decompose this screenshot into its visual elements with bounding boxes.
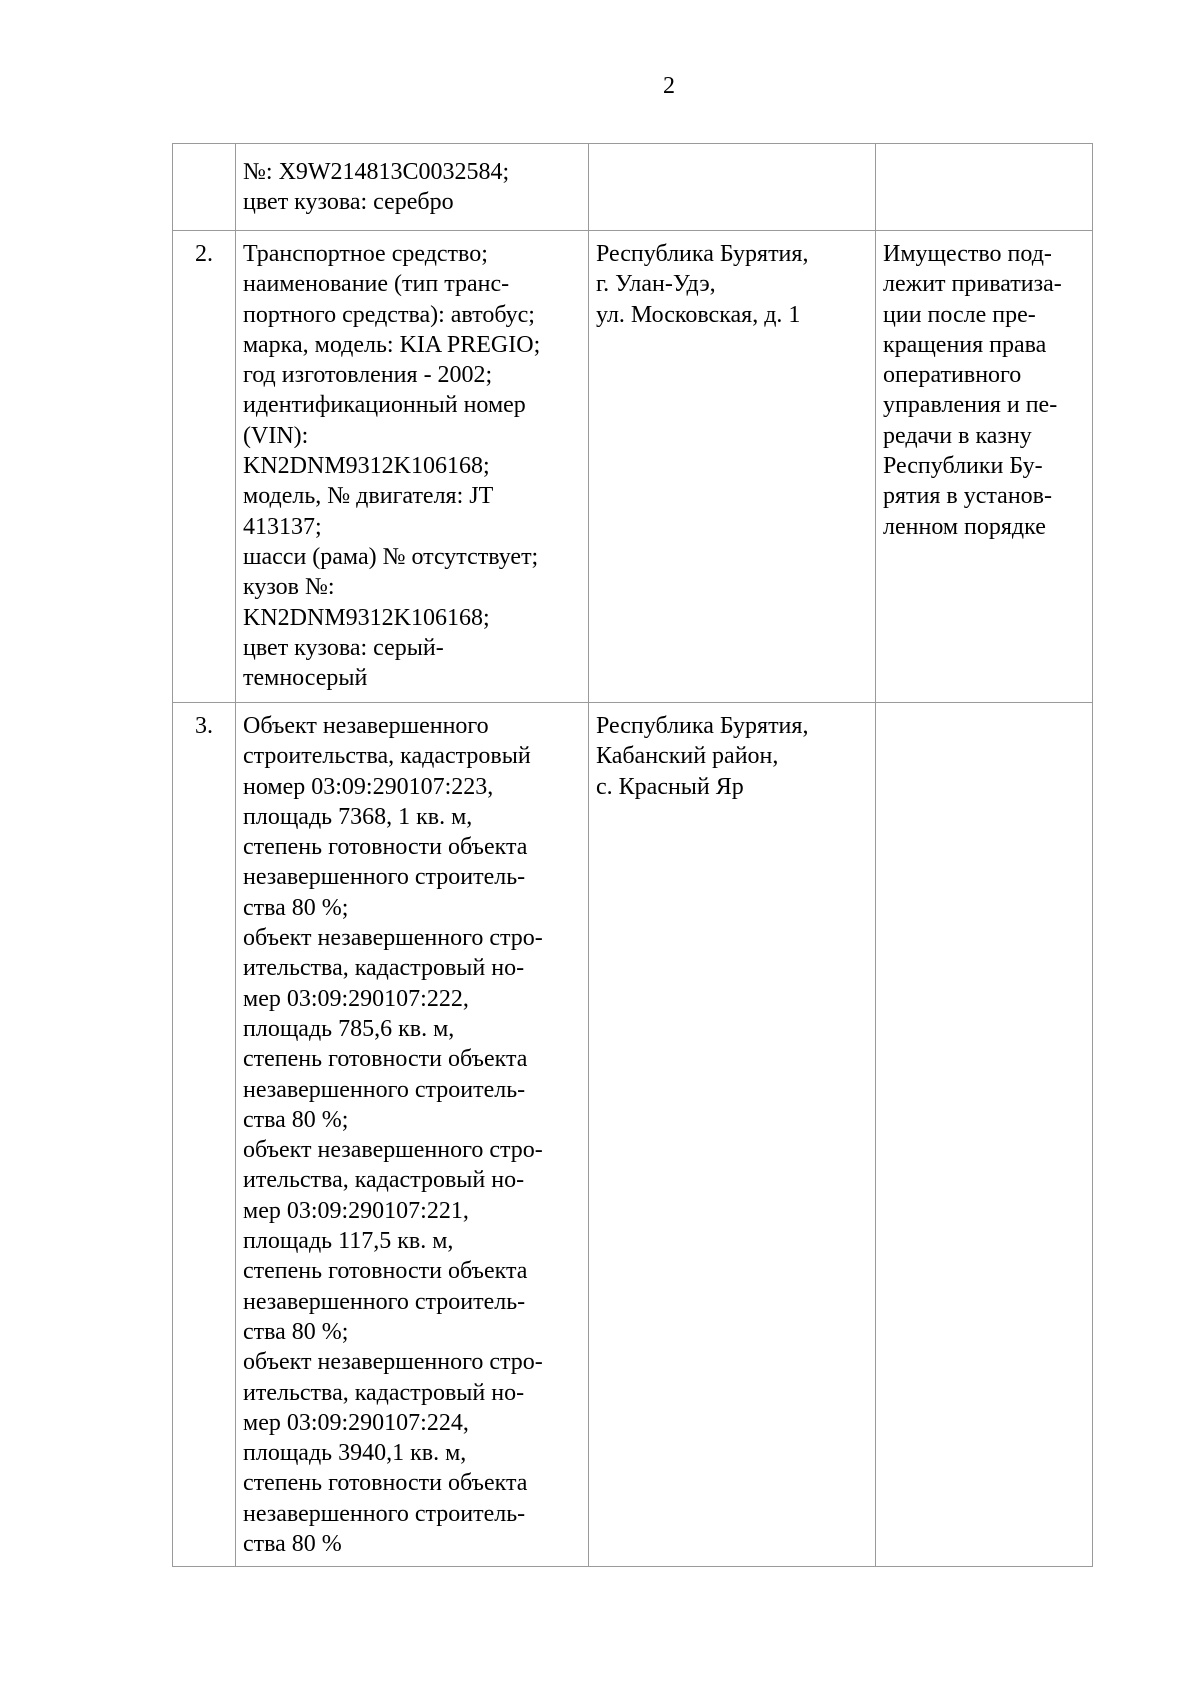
table-row	[173, 231, 1093, 703]
row-number: 3.	[173, 703, 236, 1567]
property-description: Транспортное средство; наименование (тип транс- портного средства): автобус; марка, модель: KIA PREGIO; год изготовления - 2002; идентификационный номер (VIN): KN2DNM9312K106168; модель, № двигателя: JT 413137; шасси (рама) № отсутствует; кузов №: KN2DNM9312K106168; цвет кузова: серый- темносерый	[236, 231, 589, 703]
row-number: 2.	[173, 231, 236, 703]
property-description: №: X9W214813C0032584; цвет кузова: серебро	[236, 144, 589, 231]
page-number: 2	[663, 73, 675, 99]
table-row	[173, 144, 1093, 231]
property-description: Объект незавершенного строительства, кадастровый номер 03:09:290107:223, площадь 7368, 1 кв. м, степень готовности объекта незавершенного строитель- ства 80 %; объект незавершенного стро- ительства, кадастровый но- мер 03:09:290107:222, площадь 785,6 кв. м, степень готовности объекта незавершенного строитель- ства 80 %; объект незавершенного стро- ительства, кадастровый но- мер 03:09:290107:221, площадь 117,5 кв. м, степень готовности объекта незавершенного строитель- ства 80 %; объект незавершенного стро- ительства, кадастровый но- мер 03:09:290107:224, площадь 3940,1 кв. м, степень готовности объекта незавершенного строитель- ства 80 %	[236, 703, 589, 1567]
property-note: Имущество под- лежит приватиза- ции после пре- кращения права оперативного управления и пе- редачи в казну Республики Бу- рятия в установ- ленном порядке	[876, 231, 1093, 703]
property-location: Республика Бурятия, г. Улан-Удэ, ул. Московская, д. 1	[589, 231, 876, 703]
table-row	[173, 703, 1093, 1567]
property-location: Республика Бурятия, Кабанский район, с. Красный Яр	[589, 703, 876, 1567]
property-note	[876, 144, 1093, 231]
property-table	[172, 143, 1093, 1567]
property-note	[876, 703, 1093, 1567]
row-number	[173, 144, 236, 231]
property-location	[589, 144, 876, 231]
